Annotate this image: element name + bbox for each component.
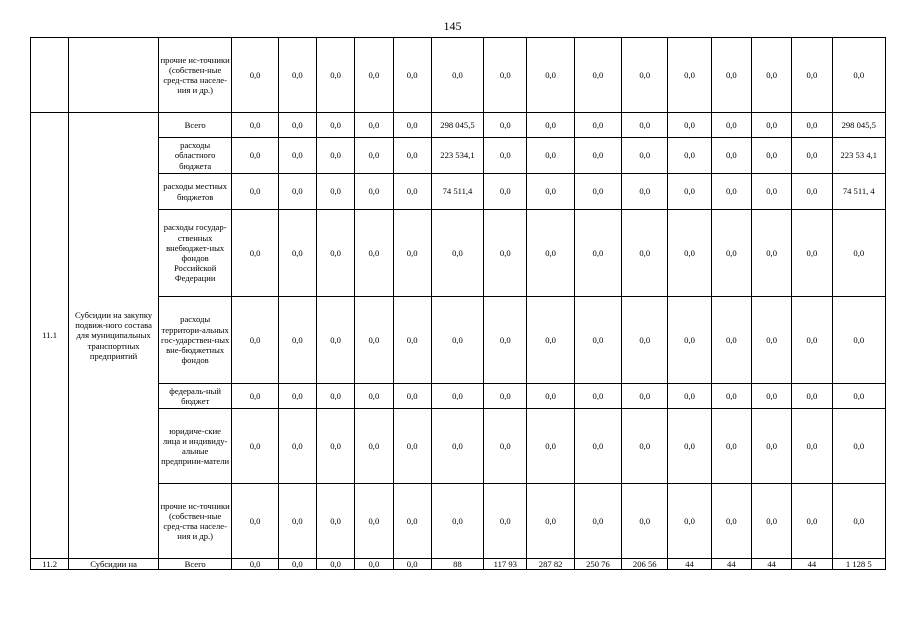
value-cell: 0,0: [316, 297, 354, 384]
value-cell: 0,0: [832, 38, 885, 113]
value-cell: 298 045,5: [832, 113, 885, 138]
value-cell: 0,0: [355, 113, 393, 138]
value-cell: 0,0: [792, 297, 832, 384]
value-cell: 0,0: [792, 384, 832, 409]
value-cell: 0,0: [792, 210, 832, 297]
value-cell: 0,0: [574, 484, 621, 559]
value-cell: 0,0: [574, 297, 621, 384]
value-cell: 0,0: [792, 138, 832, 174]
value-cell: 0,0: [711, 384, 751, 409]
value-cell: 0,0: [751, 210, 791, 297]
value-cell: 0,0: [574, 409, 621, 484]
value-cell: 44: [668, 559, 711, 570]
value-cell: 287 82: [527, 559, 574, 570]
funding-source-label: расходы территори-альных гос-ударствен-ных вне-бюджетных фондов: [158, 297, 232, 384]
budget-table-body: [31, 38, 886, 570]
value-cell: 74 511, 4: [832, 174, 885, 210]
value-cell: 0,0: [431, 210, 483, 297]
value-cell: 223 53 4,1: [832, 138, 885, 174]
value-cell: 0,0: [711, 38, 751, 113]
value-cell: 0,0: [278, 174, 316, 210]
value-cell: 0,0: [527, 210, 574, 297]
value-cell: 0,0: [484, 297, 527, 384]
table-row: [31, 384, 886, 409]
value-cell: 0,0: [278, 559, 316, 570]
value-cell: 0,0: [316, 409, 354, 484]
value-cell: 0,0: [668, 409, 711, 484]
value-cell: 74 511,4: [431, 174, 483, 210]
value-cell: 0,0: [393, 113, 431, 138]
value-cell: 0,0: [751, 484, 791, 559]
value-cell: 0,0: [527, 38, 574, 113]
value-cell: 0,0: [431, 484, 483, 559]
value-cell: 0,0: [622, 409, 668, 484]
value-cell: 0,0: [484, 138, 527, 174]
value-cell: 0,0: [393, 484, 431, 559]
table-row: [31, 174, 886, 210]
value-cell: 0,0: [751, 138, 791, 174]
value-cell: 0,0: [355, 297, 393, 384]
value-cell: 0,0: [393, 409, 431, 484]
value-cell: 0,0: [316, 210, 354, 297]
value-cell: 0,0: [393, 384, 431, 409]
funding-source-label: прочие ис-точники (собствен-ные сред-ства населе-ния и др.): [158, 38, 232, 113]
value-cell: 0,0: [232, 409, 278, 484]
value-cell: 0,0: [232, 384, 278, 409]
value-cell: 0,0: [711, 409, 751, 484]
value-cell: 0,0: [232, 484, 278, 559]
value-cell: 44: [711, 559, 751, 570]
table-row: [31, 210, 886, 297]
value-cell: 0,0: [622, 174, 668, 210]
value-cell: 0,0: [574, 174, 621, 210]
value-cell: 0,0: [393, 138, 431, 174]
value-cell: 0,0: [527, 384, 574, 409]
funding-source-label: расходы областного бюджета: [158, 138, 232, 174]
item-name-cell: Субсидии на закупку подвиж-ного состава для муниципальных транспортных предприятий: [69, 113, 159, 559]
value-cell: 0,0: [232, 174, 278, 210]
value-cell: 0,0: [751, 409, 791, 484]
value-cell: 0,0: [711, 174, 751, 210]
value-cell: 0,0: [832, 384, 885, 409]
value-cell: 0,0: [622, 138, 668, 174]
funding-source-label: расходы местных бюджетов: [158, 174, 232, 210]
value-cell: 0,0: [792, 38, 832, 113]
value-cell: 0,0: [316, 138, 354, 174]
value-cell: 0,0: [278, 297, 316, 384]
value-cell: 0,0: [232, 210, 278, 297]
item-number-cell: [31, 38, 69, 113]
value-cell: 0,0: [527, 113, 574, 138]
value-cell: 0,0: [232, 559, 278, 570]
value-cell: 0,0: [751, 384, 791, 409]
value-cell: 0,0: [792, 409, 832, 484]
value-cell: 0,0: [431, 409, 483, 484]
value-cell: 0,0: [527, 297, 574, 384]
value-cell: 44: [751, 559, 791, 570]
value-cell: 0,0: [393, 174, 431, 210]
value-cell: 0,0: [622, 484, 668, 559]
value-cell: 0,0: [484, 174, 527, 210]
value-cell: 0,0: [484, 210, 527, 297]
value-cell: 0,0: [751, 113, 791, 138]
value-cell: 0,0: [668, 297, 711, 384]
value-cell: 0,0: [484, 113, 527, 138]
value-cell: 0,0: [711, 297, 751, 384]
value-cell: 0,0: [792, 174, 832, 210]
funding-source-label: юридиче-ские лица и индивиду-альные предприни-матели: [158, 409, 232, 484]
funding-source-label: федераль-ный бюджет: [158, 384, 232, 409]
value-cell: 0,0: [316, 113, 354, 138]
value-cell: 0,0: [393, 210, 431, 297]
value-cell: 0,0: [431, 38, 483, 113]
value-cell: 0,0: [232, 38, 278, 113]
value-cell: 0,0: [355, 210, 393, 297]
value-cell: 0,0: [355, 384, 393, 409]
value-cell: 0,0: [574, 384, 621, 409]
value-cell: 250 76: [574, 559, 621, 570]
value-cell: 0,0: [484, 484, 527, 559]
value-cell: 0,0: [751, 38, 791, 113]
value-cell: 0,0: [355, 484, 393, 559]
value-cell: 0,0: [278, 484, 316, 559]
value-cell: 0,0: [484, 384, 527, 409]
value-cell: 0,0: [316, 559, 354, 570]
item-number-cell: 11.1: [31, 113, 69, 559]
table-row: [31, 38, 886, 113]
value-cell: 0,0: [232, 113, 278, 138]
value-cell: 0,0: [832, 297, 885, 384]
value-cell: 0,0: [232, 297, 278, 384]
value-cell: 0,0: [751, 174, 791, 210]
value-cell: 0,0: [431, 384, 483, 409]
value-cell: 44: [792, 559, 832, 570]
item-number-cell: 11.2: [31, 559, 69, 570]
value-cell: 0,0: [278, 384, 316, 409]
funding-source-label: расходы государ-ственных внебюджет-ных фондов Российской Федерации: [158, 210, 232, 297]
value-cell: 0,0: [668, 210, 711, 297]
value-cell: 0,0: [622, 113, 668, 138]
value-cell: 1 128 5: [832, 559, 885, 570]
value-cell: 0,0: [622, 297, 668, 384]
value-cell: 0,0: [355, 559, 393, 570]
value-cell: 0,0: [527, 138, 574, 174]
value-cell: 0,0: [668, 484, 711, 559]
value-cell: 0,0: [527, 484, 574, 559]
value-cell: 0,0: [668, 174, 711, 210]
value-cell: 0,0: [316, 38, 354, 113]
table-row: [31, 484, 886, 559]
value-cell: 0,0: [832, 409, 885, 484]
funding-source-label: Всего: [158, 559, 232, 570]
value-cell: 0,0: [668, 384, 711, 409]
value-cell: 0,0: [711, 113, 751, 138]
value-cell: 0,0: [668, 113, 711, 138]
value-cell: 206 56: [622, 559, 668, 570]
item-name-cell: [69, 38, 159, 113]
table-row: [31, 559, 886, 570]
table-row: [31, 297, 886, 384]
value-cell: 223 534,1: [431, 138, 483, 174]
value-cell: 0,0: [668, 138, 711, 174]
value-cell: 0,0: [751, 297, 791, 384]
value-cell: 0,0: [574, 113, 621, 138]
value-cell: 0,0: [527, 409, 574, 484]
value-cell: 0,0: [278, 138, 316, 174]
page-number: 145: [443, 19, 462, 33]
value-cell: 0,0: [622, 210, 668, 297]
value-cell: 0,0: [278, 38, 316, 113]
value-cell: 0,0: [355, 138, 393, 174]
value-cell: 0,0: [574, 138, 621, 174]
value-cell: 0,0: [711, 138, 751, 174]
value-cell: 0,0: [393, 38, 431, 113]
value-cell: 0,0: [832, 484, 885, 559]
value-cell: 0,0: [711, 484, 751, 559]
value-cell: 0,0: [316, 174, 354, 210]
value-cell: 0,0: [574, 38, 621, 113]
value-cell: 0,0: [792, 113, 832, 138]
value-cell: 0,0: [355, 174, 393, 210]
funding-source-label: Всего: [158, 113, 232, 138]
value-cell: 117 93: [484, 559, 527, 570]
value-cell: 0,0: [278, 409, 316, 484]
value-cell: 0,0: [484, 409, 527, 484]
table-row: [31, 113, 886, 138]
value-cell: 88: [431, 559, 483, 570]
value-cell: 0,0: [393, 559, 431, 570]
budget-table: [30, 37, 886, 570]
value-cell: 0,0: [355, 38, 393, 113]
value-cell: 0,0: [527, 174, 574, 210]
funding-source-label: прочие ис-точники (собствен-ные сред-ства населе-ния и др.): [158, 484, 232, 559]
value-cell: 0,0: [668, 38, 711, 113]
value-cell: 298 045,5: [431, 113, 483, 138]
value-cell: 0,0: [393, 297, 431, 384]
value-cell: 0,0: [792, 484, 832, 559]
value-cell: 0,0: [711, 210, 751, 297]
value-cell: 0,0: [431, 297, 483, 384]
value-cell: 0,0: [278, 210, 316, 297]
value-cell: 0,0: [832, 210, 885, 297]
table-row: [31, 138, 886, 174]
value-cell: 0,0: [316, 484, 354, 559]
value-cell: 0,0: [278, 113, 316, 138]
item-name-cell: Субсидии на: [69, 559, 159, 570]
table-row: [31, 409, 886, 484]
value-cell: 0,0: [574, 210, 621, 297]
value-cell: 0,0: [622, 38, 668, 113]
value-cell: 0,0: [232, 138, 278, 174]
value-cell: 0,0: [355, 409, 393, 484]
value-cell: 0,0: [622, 384, 668, 409]
value-cell: 0,0: [316, 384, 354, 409]
value-cell: 0,0: [484, 38, 527, 113]
